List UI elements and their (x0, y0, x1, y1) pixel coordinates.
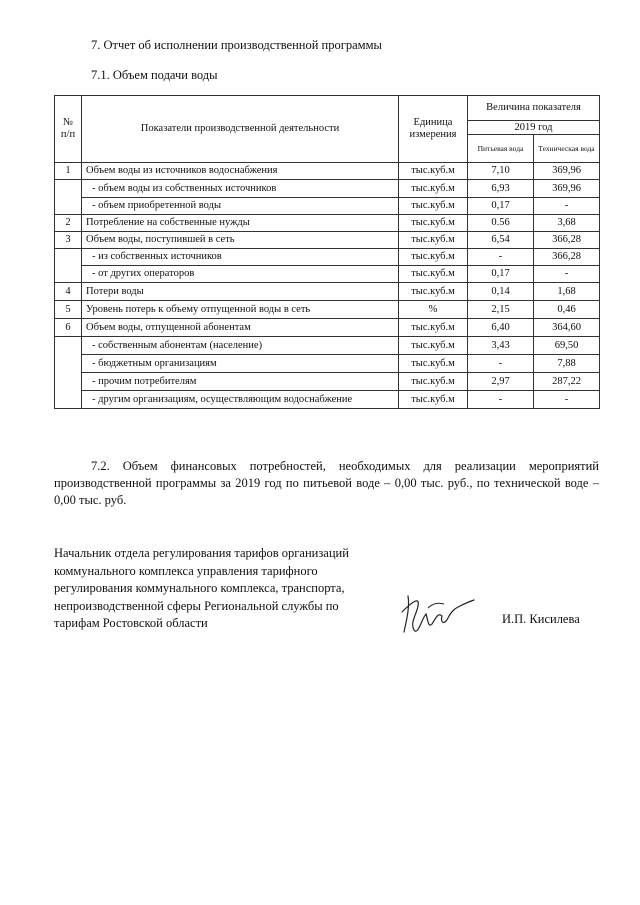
drinking-value: 0.56 (468, 215, 534, 232)
table-row (55, 337, 600, 355)
header-drinking: Питьевая вода (468, 135, 534, 163)
drinking-value: 3,43 (468, 337, 534, 355)
unit-cell: тыс.куб.м (399, 355, 468, 373)
row-number (55, 249, 82, 266)
drinking-value: 6,54 (468, 232, 534, 249)
signer-block (54, 545, 384, 633)
table-row (55, 319, 600, 337)
indicator-name: - бюджетным организациям (82, 355, 399, 373)
unit-cell: тыс.куб.м (399, 180, 468, 198)
row-number (55, 355, 82, 373)
table-row (55, 283, 600, 301)
subsection-title: 7.1. Объем подачи воды (91, 68, 218, 82)
indicator-name: Объем воды, поступившей в сеть (82, 232, 399, 249)
drinking-value: 2,15 (468, 301, 534, 319)
signer-line: регулирования коммунального комплекса, транспорта, (54, 581, 345, 595)
unit-cell: % (399, 301, 468, 319)
table-row (55, 232, 600, 249)
drinking-value: 0,17 (468, 266, 534, 283)
indicator-name: - собственным абонентам (население) (82, 337, 399, 355)
financial-paragraph-text: 7.2. Объем финансовых потребностей, необходимых для реализации мероприятий производственной программы за 2019 год по питьевой воде – 0,00 тыс. руб., по технической воде – 0,00 тыс. руб. (54, 459, 599, 507)
signer-name: И.П. Кисилева (502, 612, 580, 626)
indicator-name: - прочим потребителям (82, 373, 399, 391)
indicator-name: Потери воды (82, 283, 399, 301)
row-number: 1 (55, 163, 82, 180)
table-row (55, 249, 600, 266)
row-number: 2 (55, 215, 82, 232)
unit-cell: тыс.куб.м (399, 198, 468, 215)
row-number (55, 391, 82, 409)
technical-value: 366,28 (534, 232, 600, 249)
header-value-group: Величина показателя (468, 96, 600, 121)
header-unit: Единица измерения (399, 96, 468, 163)
table-row (55, 163, 600, 180)
row-number (55, 266, 82, 283)
indicator-name: - объем приобретенной воды (82, 198, 399, 215)
table-row (55, 301, 600, 319)
unit-cell: тыс.куб.м (399, 249, 468, 266)
drinking-value: - (468, 355, 534, 373)
indicator-name: - другим организациям, осуществляющим водоснабжение (82, 391, 399, 409)
unit-cell: тыс.куб.м (399, 163, 468, 180)
row-number: 5 (55, 301, 82, 319)
signer-line: тарифам Ростовской области (54, 616, 208, 630)
signer-line: непроизводственной сферы Региональной службы по (54, 598, 339, 613)
drinking-value: 7,10 (468, 163, 534, 180)
drinking-value: 6,40 (468, 319, 534, 337)
technical-value: 69,50 (534, 337, 600, 355)
row-number (55, 373, 82, 391)
technical-value: 369,96 (534, 163, 600, 180)
row-number (55, 198, 82, 215)
technical-value: 0,46 (534, 301, 600, 319)
unit-cell: тыс.куб.м (399, 373, 468, 391)
row-number (55, 180, 82, 198)
header-indicator: Показатели производственной деятельности (82, 96, 399, 163)
row-number: 6 (55, 319, 82, 337)
row-number (55, 337, 82, 355)
drinking-value: 6,93 (468, 180, 534, 198)
signer-line: Начальник отдела регулирования тарифов организаций (54, 546, 349, 560)
unit-cell: тыс.куб.м (399, 215, 468, 232)
header-technical: Техническая вода (534, 135, 600, 163)
technical-value: 369,96 (534, 180, 600, 198)
indicator-name: Уровень потерь к объему отпущенной воды в сеть (82, 301, 399, 319)
indicator-name: Объем воды из источников водоснабжения (82, 163, 399, 180)
table-row (55, 180, 600, 198)
technical-value: 1,68 (534, 283, 600, 301)
table-row (55, 373, 600, 391)
table-row (55, 391, 600, 409)
technical-value: - (534, 391, 600, 409)
unit-cell: тыс.куб.м (399, 266, 468, 283)
technical-value: - (534, 198, 600, 215)
indicator-name: - от других операторов (82, 266, 399, 283)
section-title: 7. Отчет об исполнении производственной программы (91, 38, 382, 52)
row-number: 4 (55, 283, 82, 301)
unit-cell: тыс.куб.м (399, 232, 468, 249)
unit-cell: тыс.куб.м (399, 391, 468, 409)
drinking-value: 0,14 (468, 283, 534, 301)
table-row (55, 355, 600, 373)
technical-value: 3,68 (534, 215, 600, 232)
indicator-name: Потребление на собственные нужды (82, 215, 399, 232)
water-supply-table (54, 95, 600, 409)
unit-cell: тыс.куб.м (399, 337, 468, 355)
unit-cell: тыс.куб.м (399, 319, 468, 337)
indicator-name: - из собственных источников (82, 249, 399, 266)
drinking-value: 2,97 (468, 373, 534, 391)
technical-value: 7,88 (534, 355, 600, 373)
unit-cell: тыс.куб.м (399, 283, 468, 301)
row-number: 3 (55, 232, 82, 249)
indicator-name: - объем воды из собственных источников (82, 180, 399, 198)
header-num: № п/п (55, 96, 82, 163)
technical-value: 287,22 (534, 373, 600, 391)
drinking-value: 0,17 (468, 198, 534, 215)
technical-value: 366,28 (534, 249, 600, 266)
drinking-value: - (468, 391, 534, 409)
table-row (55, 215, 600, 232)
technical-value: 364,60 (534, 319, 600, 337)
handwritten-signature (398, 588, 478, 638)
indicator-name: Объем воды, отпущенной абонентам (82, 319, 399, 337)
header-year: 2019 год (468, 121, 600, 135)
table-row (55, 198, 600, 215)
financial-paragraph (54, 458, 599, 509)
drinking-value: - (468, 249, 534, 266)
table-row (55, 266, 600, 283)
technical-value: - (534, 266, 600, 283)
signer-line: коммунального комплекса управления тарифного (54, 563, 318, 578)
